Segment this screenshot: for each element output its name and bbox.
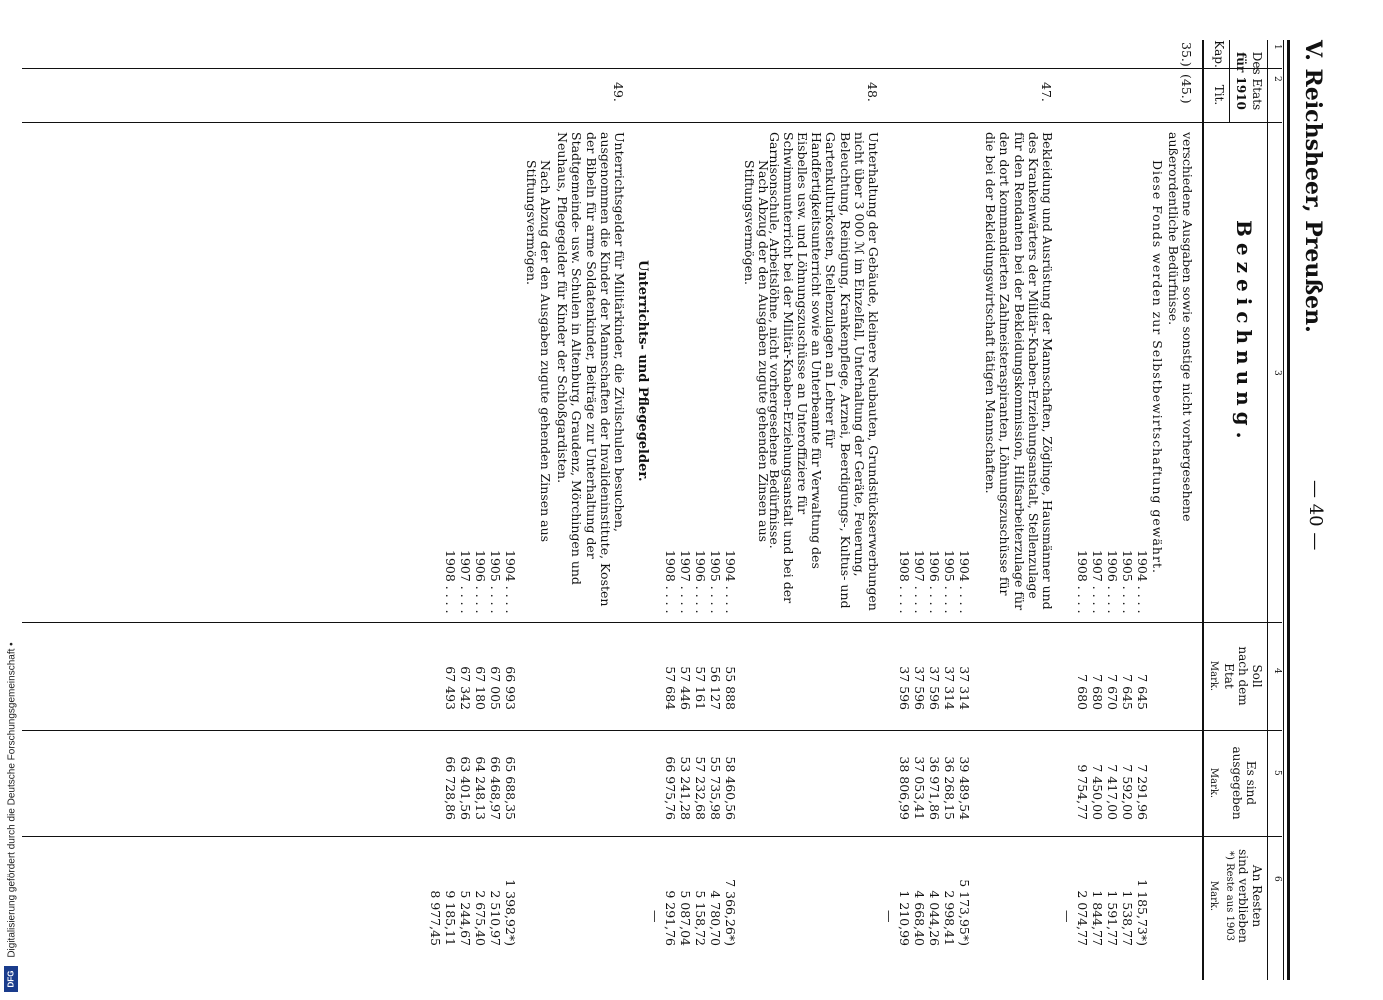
section-note: Nach Abzug der den Ausgaben zugute gehenden Zinsen aus Stiftungsvermögen. bbox=[741, 160, 771, 543]
row-ausg: 7 417,00 bbox=[1105, 764, 1120, 820]
header-soll-unit: Mark. bbox=[1208, 660, 1219, 692]
row-rest: 1 844,77 bbox=[1090, 890, 1105, 946]
row-ausg: 36 268,15 bbox=[942, 756, 957, 820]
row-soll: 67 180 bbox=[473, 666, 488, 710]
row-year: 1908 . . . . bbox=[443, 550, 458, 614]
sidebar-credit-text: Digitalisierung gefördert durch die Deutsche Forschungsgemeinschaft • bbox=[6, 642, 18, 958]
document-page bbox=[10, 40, 1326, 980]
header-soll-1: Soll bbox=[1250, 664, 1264, 688]
row-ausg: 58 460,56 bbox=[723, 756, 738, 820]
header-rest-2: sind verblieben bbox=[1236, 849, 1250, 943]
row-year: 1907 . . . . bbox=[912, 550, 927, 614]
row-year: 1906 . . . . bbox=[1105, 550, 1120, 614]
row-soll: 37 596 bbox=[927, 666, 942, 710]
header-rest-1: An Resten bbox=[1250, 864, 1264, 928]
row-rest: 4 044,26 bbox=[927, 890, 942, 946]
header-rule-thin bbox=[1283, 40, 1284, 980]
header-des-etats: Des Etats bbox=[1250, 51, 1264, 111]
row-year: 1905 . . . . bbox=[708, 550, 723, 614]
tit-number: 47. bbox=[1039, 82, 1054, 102]
colnum-2: 2 bbox=[1272, 76, 1282, 82]
header-split-rule bbox=[1229, 40, 1230, 122]
row-year: 1907 . . . . bbox=[678, 550, 693, 614]
row-rest: 7 366,26*) bbox=[723, 879, 738, 946]
row-rest: 5 158,72 bbox=[693, 890, 708, 946]
colnum-rule bbox=[1267, 40, 1268, 980]
col-rule bbox=[22, 730, 1282, 731]
colnum-4: 4 bbox=[1272, 668, 1282, 674]
tit-number: (45.) bbox=[1179, 74, 1194, 104]
row-soll: 7 680 bbox=[1090, 674, 1105, 710]
row-rest: 5 244,67 bbox=[458, 890, 473, 946]
column-numbers bbox=[1268, 40, 1282, 980]
col-rule bbox=[22, 836, 1282, 837]
row-rest: 2 675,40 bbox=[473, 890, 488, 946]
row-rest: 1 538,77 bbox=[1120, 890, 1135, 946]
row-year: 1906 . . . . bbox=[927, 550, 942, 614]
row-year: 1907 . . . . bbox=[458, 550, 473, 614]
row-year: 1908 . . . . bbox=[897, 550, 912, 614]
row-ausg: 36 971,86 bbox=[927, 756, 942, 820]
row-year: 1906 . . . . bbox=[473, 550, 488, 614]
row-ausg: 37 053,41 bbox=[912, 756, 927, 820]
row-soll: 37 596 bbox=[897, 666, 912, 710]
row-soll: 37 596 bbox=[912, 666, 927, 710]
row-ausg: 57 232,68 bbox=[693, 756, 708, 820]
header-soll-2: nach dem bbox=[1236, 646, 1250, 706]
row-soll: 67 342 bbox=[458, 666, 473, 710]
header-bezeichnung: Bezeichnung. bbox=[1232, 220, 1256, 445]
row-ausg: 66 975,76 bbox=[663, 756, 678, 820]
row-ausg: 39 489,54 bbox=[957, 756, 972, 820]
row-soll: 55 888 bbox=[723, 666, 738, 710]
tit-number: 49. bbox=[611, 82, 626, 102]
colnum-5: 5 bbox=[1272, 770, 1282, 776]
row-rest: 2 074,77 bbox=[1075, 890, 1090, 946]
row-rest: 2 998,41 bbox=[942, 890, 957, 946]
section-text: Unterhaltung der Gebäude, kleinere Neubauten, Grundstückserwerbungen nicht über 3 000 ℳ im Einzelfall, Unterhaltung der Geräte, Feuerung, Beleuchtung, Reinigung, Krankenpflege, Arznei, Beerdigungs-, Kultus- und Gartenkulturkosten, Stellenzulagen an Lehrer für Handfertigkeitsunterricht sowie an Unterbeamte für Verwaltung des Eisbelles usw. und Löhnungszuschüsse an Unteroffiziere für Schwimmunterricht bei der Militär-Knaben-Erziehungsanstalt und bei der Garnisonschule, Arbeitslöhne, nicht vorhergesehene Bedürfnisse. bbox=[766, 132, 881, 611]
colnum-3: 3 bbox=[1272, 370, 1282, 376]
row-year: 1908 . . . . bbox=[663, 550, 678, 614]
row-rest: 4 668,40 bbox=[912, 890, 927, 946]
row-rest: 9 185,11 bbox=[443, 890, 458, 946]
kap-number: 35.) bbox=[1179, 42, 1194, 67]
header-rest-unit: Mark. bbox=[1208, 880, 1219, 912]
row-year: 1908 . . . . bbox=[1075, 550, 1090, 614]
col-rule bbox=[22, 68, 1282, 69]
section-text: Bekleidung und Ausrüstung der Mannschaften, Zöglinge, Hausmänner und des Krankenwärters der Militär-Knaben-Erziehungsanstalt, Stellenzulage für den Rendanten bei der Bekleidungskommission, Hilfsarbeiterzulage für den dort kommandierten Zahlmeisteraspiranten, Löhnungszuschüsse für die bei der Bekleidungswirtschaft tätigen Mannschaften. bbox=[983, 132, 1055, 611]
row-soll: 37 314 bbox=[942, 666, 957, 710]
page-title: V. Reichsheer, Preußen. bbox=[1300, 40, 1326, 333]
row-year: 1907 . . . . bbox=[1090, 550, 1105, 614]
row-ausg: 63 401,56 bbox=[458, 756, 473, 820]
row-ausg: 66 728,86 bbox=[443, 756, 458, 820]
row-year: 1904 . . . . bbox=[503, 550, 518, 614]
header-ausg-unit: Mark. bbox=[1208, 767, 1219, 799]
section-heading: Unterrichts- und Pflegegelder. bbox=[635, 260, 650, 482]
header-rule bbox=[1287, 40, 1290, 980]
row-rest: 4 780,70 bbox=[708, 890, 723, 946]
page-number: — 40 — bbox=[1305, 480, 1326, 551]
dfg-logo-text: DFG bbox=[6, 970, 16, 988]
section-note: Nach Abzug der den Ausgaben zugute gehenden Zinsen aus Stiftungsvermögen. bbox=[523, 160, 553, 543]
section-note: Diese Fonds werden zur Selbstbewirtschaftung gewährt. bbox=[1150, 160, 1165, 574]
row-soll: 7 680 bbox=[1075, 674, 1090, 710]
row-rest: 1 185,73*) bbox=[1135, 879, 1150, 946]
row-year: 1904 . . . . bbox=[723, 550, 738, 614]
header-ausg-1: Es sind bbox=[1244, 760, 1258, 806]
row-rest: 1 210,99 bbox=[897, 890, 912, 946]
row-ausg: 64 248,13 bbox=[473, 756, 488, 820]
section-text: verschiedene Ausgaben sowie sonstige nicht vorhergesehene außerordentliche Bedürfnisse. bbox=[1165, 132, 1195, 522]
header-ausg-2: ausgegeben bbox=[1230, 746, 1244, 820]
row-rest: 2 510,97 bbox=[488, 890, 503, 946]
row-year: 1904 . . . . bbox=[957, 550, 972, 614]
row-soll: 57 161 bbox=[693, 666, 708, 710]
row-soll: 57 446 bbox=[678, 666, 693, 710]
row-rest: 1 591,77 bbox=[1105, 890, 1120, 946]
row-rest-extra: 8 977,45 bbox=[428, 890, 443, 946]
header-rest-3: *) Reste aus 1903 bbox=[1224, 851, 1235, 941]
row-ausg: 53 241,28 bbox=[678, 756, 693, 820]
row-ausg: 55 735,98 bbox=[708, 756, 723, 820]
row-rest: 5 087,04 bbox=[678, 890, 693, 946]
row-ausg: 7 291,96 bbox=[1135, 764, 1150, 820]
row-ausg: 38 806,99 bbox=[897, 756, 912, 820]
header-kap: Kap. bbox=[1212, 40, 1226, 68]
row-ausg: 65 688,35 bbox=[503, 756, 518, 820]
dash: — bbox=[648, 910, 663, 923]
row-ausg: 9 754,77 bbox=[1075, 764, 1090, 820]
header-soll-3: Etat bbox=[1222, 663, 1236, 689]
colnum-6: 6 bbox=[1272, 876, 1282, 882]
row-ausg: 7 450,00 bbox=[1090, 764, 1105, 820]
header-tit: Tit. bbox=[1212, 84, 1226, 106]
col-rule bbox=[22, 622, 1282, 623]
header-fuer-1910: für 1910 bbox=[1234, 52, 1248, 110]
row-soll: 66 993 bbox=[503, 666, 518, 710]
row-year: 1904 . . . . bbox=[1135, 550, 1150, 614]
row-soll: 67 005 bbox=[488, 666, 503, 710]
row-soll: 67 493 bbox=[443, 666, 458, 710]
section-text: Unterrichtsgelder für Militärkinder, die Zivilschulen besuchen, ausgenommen die Kinder der Mannschaften der Invalideninstitute, Kosten der Bibeln für arme Soldatenkinder, Beiträge zur Unterhaltung der Stadtgemeinde- usw. Schulen in Altenburg, Graudenz, Mörchingen und Neuhaus, Pflegegelder für Kinder der Schloßgardisten. bbox=[555, 132, 627, 607]
row-soll: 57 684 bbox=[663, 666, 678, 710]
row-rest: 1 398,92*) bbox=[503, 879, 518, 946]
row-year: 1905 . . . . bbox=[1120, 550, 1135, 614]
row-rest: 9 291,76 bbox=[663, 890, 678, 946]
dash: — bbox=[882, 910, 897, 923]
header-bottom-rule bbox=[1202, 40, 1204, 980]
row-soll: 7 670 bbox=[1105, 674, 1120, 710]
colnum-1: 1 bbox=[1272, 44, 1282, 50]
row-year: 1906 . . . . bbox=[693, 550, 708, 614]
col-rule bbox=[22, 122, 1282, 123]
row-year: 1905 . . . . bbox=[488, 550, 503, 614]
row-soll: 7 645 bbox=[1135, 674, 1150, 710]
row-year: 1905 . . . . bbox=[942, 550, 957, 614]
row-ausg: 66 468,97 bbox=[488, 756, 503, 820]
row-soll: 37 314 bbox=[957, 666, 972, 710]
row-soll: 56 127 bbox=[708, 666, 723, 710]
tit-number: 48. bbox=[865, 82, 880, 102]
row-ausg: 7 592,00 bbox=[1120, 764, 1135, 820]
dash: — bbox=[1060, 910, 1075, 923]
row-soll: 7 645 bbox=[1120, 674, 1135, 710]
row-rest: 5 173,95*) bbox=[957, 879, 972, 946]
